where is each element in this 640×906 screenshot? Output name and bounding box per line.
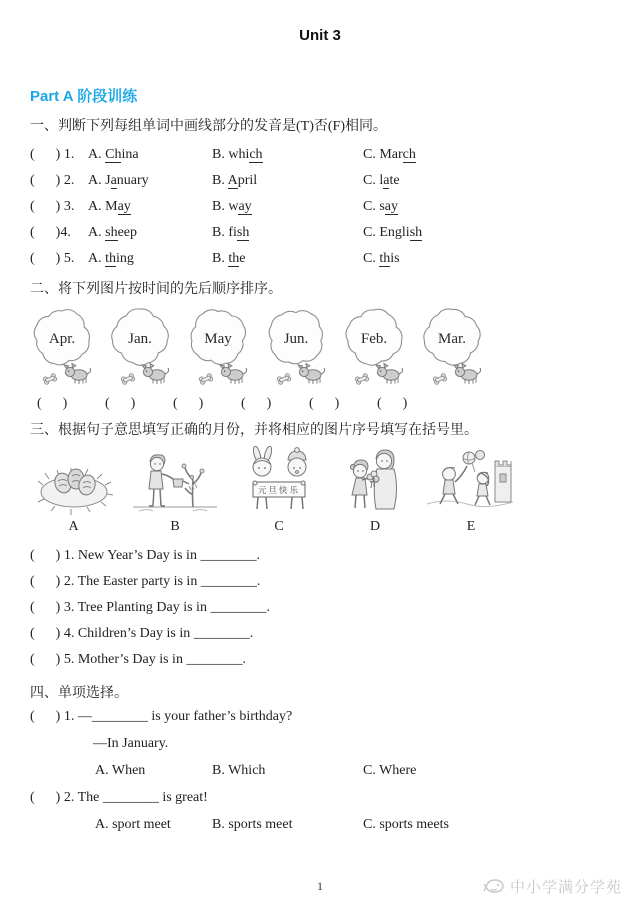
underlined-letters: sh [409,225,423,240]
kids-with-new-year-banner-icon [236,446,322,516]
sentence-text: Mother’s Day is in ________. [74,652,246,667]
answer-bracket: ( ) [309,396,340,411]
word-option [363,194,640,220]
word-pre: whi [228,147,250,162]
thought-cloud-icon [258,305,336,391]
word-option [212,220,363,246]
month-cloud [102,305,180,391]
phonics-row [0,220,640,246]
answer-bracket: ( ) 1. [30,147,75,162]
phonics-row [0,168,640,194]
answer-bracket: ( ) [105,396,136,411]
month-cloud [414,305,492,391]
puppy-icon [298,364,325,384]
puppy-icon [454,364,481,384]
word-pre: w [228,199,239,214]
fill-in-sentence [0,543,640,569]
word-pre: s [379,199,385,214]
page-number: 1 [317,879,323,893]
word-pre: Mar [379,147,403,162]
bone-icon [277,373,292,385]
word-option [88,194,212,220]
fill-in-sentence [0,621,640,647]
kids-with-new-year-banner [236,446,322,516]
word-option [88,220,212,246]
choice-options [0,757,640,784]
option-label: B. [212,251,229,266]
svg-text:Jan.: Jan. [128,331,152,347]
fill-in-sentence [0,595,640,621]
section1-heading: 一、判断下列每组单词中画线部分的发音是(T)否(F)相同。 [30,119,387,134]
choice-option: A. When [95,763,146,778]
word-option [212,168,363,194]
option-label: B. [212,173,228,188]
picture-label: D [369,519,381,534]
kids-with-new-year-banner-cell [229,446,329,535]
puppy-icon [376,364,403,384]
sentence-text: New Year’s Day is in ________. [74,548,260,563]
thought-cloud-icon [102,305,180,391]
question-text: —________ is your father’s birthday? [74,709,293,724]
word-option [212,194,363,220]
option-label: A. [88,147,106,162]
answer-bracket: ( )4. [30,225,71,240]
puppy-icon [64,364,91,384]
month-cloud [336,305,414,391]
svg-text:May: May [204,331,232,347]
holiday-pictures-row [0,446,640,535]
underlined-letters: ay [384,199,399,214]
fill-in-sentence [0,569,640,595]
bone-icon [433,373,448,385]
sentence-text: Children’s Day is in ________. [74,626,254,641]
easter-eggs-in-nest-icon [35,452,113,516]
word-option [363,246,640,272]
easter-eggs-in-nest [35,452,113,516]
fill-in-sentences [0,543,640,673]
question-line [0,784,640,811]
bone-icon [43,373,58,385]
option-label: C. [363,251,380,266]
svg-text:Apr.: Apr. [48,331,76,347]
option-label: A. [88,173,106,188]
word-option [88,142,212,168]
word-post: ina [121,147,139,162]
question-line: —In January. [93,736,169,751]
watermark-text: 中小学满分学苑 [509,879,622,896]
option-label: B. [212,147,229,162]
underlined-letters: th [379,251,391,266]
word-post: eep [117,225,138,240]
answer-bracket: ( ) [377,396,408,411]
section3-heading: 三、根据句子意思填写正确的月份，并将相应的图片序号填写在括号里。 [30,423,478,438]
underlined-letters: Ch [105,147,122,162]
option-label: C. [363,173,380,188]
answer-bracket: ( ) 3. [30,199,75,214]
svg-text:元旦快乐: 元旦快乐 [257,485,301,495]
page-title: Unit 3 [299,27,341,44]
word-post: is [390,251,400,266]
underlined-letters: a [110,173,117,188]
bone-icon [199,373,214,385]
puppy-icon [220,364,247,384]
picture-label: B [170,519,180,534]
sentence-text: Tree Planting Day is in ________. [74,600,270,615]
answer-bracket: ( ) [173,396,204,411]
month-cloud [24,305,102,391]
bone-icon [121,373,136,385]
answer-bracket: ( ) 4. [30,626,75,641]
picture-label: C [274,519,284,534]
section2-heading: 二、将下列图片按时间的先后顺序排序。 [30,282,282,297]
fill-in-sentence [0,647,640,673]
question-text: The ________ is great! [74,790,208,805]
svg-text:Jun.: Jun. [283,331,309,347]
thought-cloud-icon [180,305,258,391]
underlined-letters: a [383,173,390,188]
girl-giving-flowers-to-mother [338,446,412,516]
word-pre: J [105,173,111,188]
word-option [212,142,363,168]
word-pre: fi [228,225,237,240]
word-option [88,246,212,272]
cloud-answer-brackets-row [0,395,640,413]
picture-label: A [68,519,79,534]
word-option [88,168,212,194]
phonics-row [0,194,640,220]
section4-heading: 四、单项选择。 [30,686,128,701]
thought-cloud-icon [414,305,492,391]
underlined-letters: ay [117,199,131,214]
word-option [363,168,640,194]
option-label: A. [88,251,106,266]
svg-text:Feb.: Feb. [360,331,388,347]
underlined-letters: ch [402,147,416,162]
answer-bracket: ( ) 1. [30,709,75,724]
choice-option: A. sport meet [95,817,171,832]
option-label: C. [363,199,380,214]
word-post: pril [237,173,258,188]
word-pre: M [105,199,118,214]
choice-options [0,811,640,838]
choice-option: B. sports meet [212,817,293,832]
phonics-row [0,142,640,168]
answer-bracket: ( ) [37,396,68,411]
answer-bracket: ( ) 5. [30,251,75,266]
answer-bracket: ( ) 3. [30,600,75,615]
option-label: A. [88,225,106,240]
answer-bracket: ( ) 2. [30,790,75,805]
option-label: A. [88,199,106,214]
word-pre: l [379,173,384,188]
watermark [483,875,622,897]
month-cloud [180,305,258,391]
svg-text:Mar.: Mar. [438,331,466,347]
child-watering-tree [129,446,221,516]
choice-option: C. Where [363,763,417,778]
part-a-heading: Part A 阶段训练 [30,88,138,105]
option-label: B. [212,225,229,240]
answer-bracket: ( ) 1. [30,548,75,563]
child-watering-tree-icon [129,446,221,516]
month-cloud [258,305,336,391]
bone-icon [355,373,370,385]
girl-giving-flowers-to-mother-icon [338,446,412,516]
easter-eggs-in-nest-cell [26,452,121,535]
puppy-icon [142,364,169,384]
answer-bracket: ( ) 2. [30,173,75,188]
phonics-row [0,246,640,272]
option-label: C. [363,147,380,162]
word-post: nuary [116,173,149,188]
underlined-letters: ay [238,199,252,214]
girl-giving-flowers-to-mother-cell [329,446,421,535]
underlined-letters: th [228,251,240,266]
answer-bracket: ( ) 2. [30,574,75,589]
child-watering-tree-cell [121,446,229,535]
thought-cloud-icon [24,305,102,391]
picture-label: E [466,519,476,534]
choice-option: C. sports meets [363,817,449,832]
word-post: te [389,173,400,188]
sentence-text: The Easter party is in ________. [74,574,261,589]
month-clouds-row [0,305,640,391]
children-playing-outdoors-icon [425,446,517,516]
word-option [212,246,363,272]
word-post: e [239,251,246,266]
underlined-letters: ch [249,147,263,162]
children-playing-outdoors-cell [421,446,521,535]
thought-cloud-icon [336,305,414,391]
underlined-letters: A [227,173,238,188]
underlined-letters: th [105,251,117,266]
option-label: B. [212,199,229,214]
underlined-letters: sh [105,225,118,240]
word-pre: Engli [379,225,410,240]
answer-bracket: ( ) 5. [30,652,75,667]
word-option [363,220,640,246]
multiple-choice-block [0,703,640,838]
word-option [363,142,640,168]
answer-bracket: ( ) [241,396,272,411]
option-label: C. [363,225,380,240]
word-post: ing [116,251,134,266]
underlined-letters: sh [236,225,250,240]
phonics-rows [0,142,640,272]
brand-fish-logo-icon [483,875,505,897]
question-line [0,703,640,730]
choice-option: B. Which [212,763,266,778]
children-playing-outdoors [425,446,517,516]
